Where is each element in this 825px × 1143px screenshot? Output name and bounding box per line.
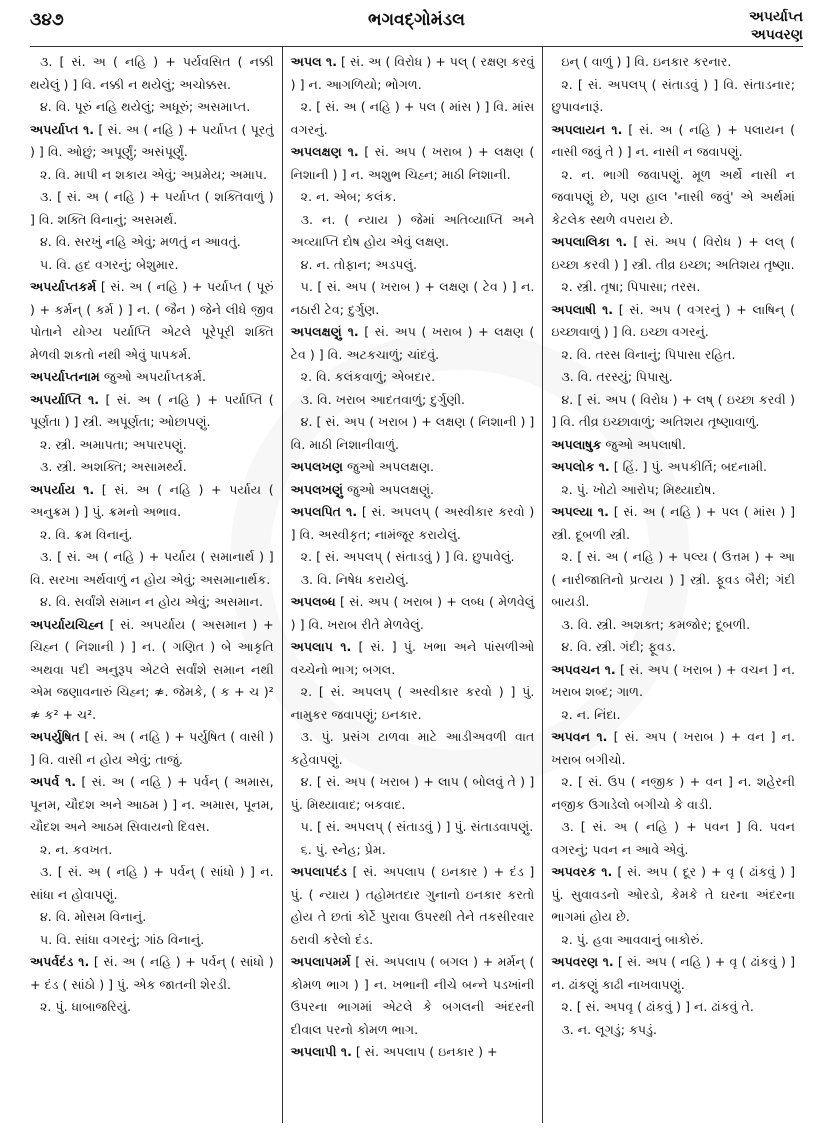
definition-text: [ સં. ] પું. ખભા અને પાંસળીઓ વચ્ચેનો ભાગ; બગલ. — [290, 639, 535, 677]
definition-text: ૨. વિ. ક્રમ વિનાનું. — [40, 526, 133, 542]
definition-text: ૩. [ સં. અ ( નહિ ) + પવન ] વિ. પવન વગરનું; પવન ન આવે એવું. — [551, 819, 796, 857]
page-number: ૩૪૭ — [30, 10, 64, 30]
dictionary-entry — [30, 366, 274, 389]
sub-definition — [30, 839, 274, 862]
definition-text: ૩. ન. લૂગડું; કપડું. — [561, 1021, 657, 1037]
sub-definition — [291, 726, 535, 771]
dictionary-entry — [291, 456, 535, 479]
definition-text: [ સં. અપ ( નહિ ) + વૃ ( ઢાંકવું ) ] ન. ઢાંકણું કાઢી નાખવાપણું. — [551, 954, 796, 992]
definition-text: જુઓ અપલાષી. — [605, 436, 687, 452]
definition-text: ૨. વિ. તરસ વિનાનું; પિપાસા રહિત. — [561, 346, 736, 362]
sub-definition — [30, 186, 274, 231]
sub-definition — [551, 51, 795, 74]
definition-text: [ સં. અપ ( વગરનું ) + લાષિન્ ( ઇચ્છાવાળું ) ] વિ. ઇચ્છા વગરનું. — [551, 301, 796, 339]
dictionary-entry — [551, 501, 795, 546]
headword: અપવચન ૧. — [551, 661, 616, 677]
sub-definition — [291, 681, 535, 726]
definition-text: [ સં. અ ( નહિ ) + પલાયન ( નાસી જવું તે ) ] ન. નાસી ન જવાપણું. — [551, 121, 796, 159]
headword: અપલખણું — [290, 481, 343, 497]
definition-text: [ સં. અપ ( વિરોધ ) + લલ્ ( ઇચ્છા કરવી ) ] સ્ત્રી. તીવ્ર ઇચ્છા; અતિશય તૃષ્ણા. — [551, 234, 795, 272]
page-header — [30, 8, 803, 48]
definition-text: ૫. વિ. સાંધા વગરનું; ગાંઠ વિનાનું. — [40, 931, 205, 947]
dictionary-entry — [551, 119, 795, 164]
definition-text: [ સં. અપ ( ખરાબ ) + લબ્ધ ( મેળવેલું ) ] વિ. ખરાબ રીતે મેળવેલું. — [290, 594, 535, 632]
dictionary-entry — [291, 321, 535, 366]
headword: અપવરણ ૧. — [551, 954, 614, 969]
definition-text: ૪. વિ. સરખું નહિ એવું; મળતું ન આવતું. — [40, 234, 241, 249]
sub-definition — [30, 231, 274, 254]
sub-definition — [551, 344, 795, 367]
sub-definition — [30, 254, 274, 277]
dictionary-entry — [30, 276, 274, 366]
headword: અપલબ્ધ — [290, 594, 336, 609]
definition-text: [ સં. અ ( નહિ ) + પર્યાપ્ત ( પૂરું ) + કર્મન્ ( કર્મ ) ] ન. ( જૈન ) જેને લીધે જીવ પોતાને યોગ્ય પર્યાપ્તિ એટલે પૂરેપૂરી શક્તિ મેળવી શકતો નથી એવું પાપકર્મ. — [30, 279, 274, 362]
definition-text: [ સં. અ ( નહિ ) + પર્વન્ ( સાંધો ) + દંડ ( સાંઠો ) ] પું. એક જાતની શેરડી. — [30, 954, 274, 992]
dictionary-entry — [291, 951, 535, 1041]
dictionary-entry — [291, 636, 535, 681]
sub-definition — [30, 456, 274, 479]
definition-text: ૨. [ સં. અપલપ્ ( સંતાડવું ) ] વિ. સંતાડનાર; છુપાવનારૂં. — [551, 76, 796, 114]
definition-text: ૩. વિ. નિષેધ કરાયેલું. — [300, 571, 409, 587]
sub-definition — [291, 771, 535, 816]
definition-text: ૪. ન. તોફાન; અડપલું. — [300, 256, 417, 272]
definition-text: ૨. પું. ખોટો આરોપ; મિથ્યાદોષ. — [561, 481, 716, 497]
sub-definition — [291, 546, 535, 569]
sub-definition — [551, 276, 795, 299]
definition-text: ૪. [ સં. અપ ( ખરાબ ) + લક્ષણ ( નિશાની ) ] વિ. માઠી નિશાનીવાળું. — [290, 414, 535, 452]
sub-definition — [30, 546, 274, 591]
dictionary-entry — [551, 299, 795, 344]
definition-text: ૩. પું. પ્રસંગ ટાળવા માટે આડીઅવળી વાત કહેવાપણું. — [290, 729, 535, 767]
definition-text: ૫. [ સં. અપ ( ખરાબ ) + લક્ષણ ( ટેવ ) ] ન. નઠારી ટેવ; દુર્ગુણ. — [290, 279, 535, 317]
definition-text: ૪. [ સં. અપ ( ખરાબ ) + લાપ ( બોલવું તે ) ] પું. મિથ્યાવાદ; બકવાદ. — [290, 774, 535, 812]
definition-text: ૨. ન. કવખત. — [40, 841, 113, 857]
definition-text: ૩. વિ. ખરાબ આદતવાળું; દુર્ગુણી. — [300, 391, 466, 407]
definition-text: ૨. વિ. કલંકવાળું; એબદાર. — [300, 369, 436, 384]
definition-text: ૩. [ સં. અ ( નહિ ) + પર્વન્ ( સાંધો ) ] ન. સાંધા ન હોવાપણું. — [30, 864, 274, 902]
column-1 — [30, 47, 282, 1123]
definition-text: ૨. [ સં. અ ( નહિ ) + પલ્ય ( ઉત્તમ ) + આ ( નારીજાતિનો પ્રત્યય ) ] સ્ત્રી. ફૂવડ બૈરી; ગંદી બાયડી. — [551, 549, 796, 609]
dictionary-entry — [551, 951, 795, 996]
definition-text: ૬. પું. સ્નેહ; પ્રેમ. — [300, 841, 386, 857]
definition-text: [ સં. અ ( નહિ ) + પર્યાય ( અનુક્રમ ) ] પું. ક્રમનો અભાવ. — [30, 481, 274, 519]
sub-definition — [291, 411, 535, 456]
sub-definition — [30, 164, 274, 187]
dictionary-entry — [551, 861, 795, 929]
sub-definition — [30, 996, 274, 1019]
definition-text: જુઓ અપલક્ષણું. — [347, 481, 435, 497]
headword: અપવરક ૧. — [551, 864, 613, 879]
sub-definition — [551, 929, 795, 952]
sub-definition — [551, 1019, 795, 1042]
definition-text: [ સં. અ ( નહિ ) + પર્વન્ ( અમાસ, પૂનમ, ચૌદશ અને આઠમ ) ] ન. અમાસ, પૂનમ, ચૌદશ અને આઠમ સિવાયનો દિવસ. — [30, 774, 274, 834]
dictionary-entry — [291, 1041, 535, 1064]
sub-definition — [30, 434, 274, 457]
sub-definition — [291, 209, 535, 254]
sub-definition — [291, 389, 535, 412]
definition-text: ૩. વિ. તરસ્યું; પિપાસુ. — [561, 369, 673, 384]
headword: અપર્યાય ૧. — [30, 481, 95, 497]
dictionary-entry — [30, 479, 274, 524]
definition-text: ૨. [ સં. અપલપ્ ( અસ્વીકાર કરવો ) ] પું. નામુકર જવાપણું; ઇનકાર. — [290, 684, 535, 722]
headword: અપર્યાપ્તનામ — [30, 369, 100, 384]
definition-text: [ સં. અપ ( ખરાબ ) + લક્ષણ ( નિશાની ) ] ન. અશુભ ચિહ્ન; માઠી નિશાની. — [290, 144, 535, 182]
definition-text: ૪. વિ. મોસમ વિનાનું. — [40, 909, 147, 924]
dictionary-entry — [551, 231, 795, 276]
sub-definition — [551, 366, 795, 389]
sub-definition — [551, 704, 795, 727]
dictionary-columns — [30, 46, 803, 1123]
definition-text: ૨. પું. હવા આવવાનું બાકોરું. — [561, 931, 704, 947]
headword: અપર્વ ૧. — [30, 774, 77, 789]
dictionary-entry — [30, 614, 274, 727]
definition-text: ૨. [ સં. અપવૃ ( ઢાંકવું ) ] ન. ઢાંકવું તે. — [561, 999, 754, 1014]
definition-text: [ સં. અ ( નહિ ) + પર્યાપ્ત ( પૂરતું ) ] વિ. ઓછું; અપૂર્ણું; અસંપૂર્ણું. — [30, 121, 274, 159]
column-3 — [542, 47, 803, 1123]
headword: અપર્વદંડ ૧. — [30, 954, 90, 969]
headword: અપર્યુષિત — [30, 729, 81, 744]
definition-text: [ સં. અપ ( ખરાબ ) + લક્ષણ ( ટેવ ) ] વિ. અટકચાળું; ચાંદવું. — [290, 324, 535, 362]
sub-definition — [291, 254, 535, 277]
definition-text: ૨. [ સં. અપલપ્ ( સંતાડવું ) ] વિ. છુપાવેલું. — [300, 549, 515, 564]
definition-text: ૫. [ સં. અપલપ્ ( સંતાડવું ) ] પું. સંતાડવાપણું. — [300, 819, 534, 834]
sub-definition — [551, 389, 795, 434]
definition-text: ૨. [ સં. અ ( નહિ ) + પલ ( માંસ ) ] વિ. માંસ વગરનું. — [290, 99, 535, 137]
sub-definition — [30, 51, 274, 96]
sub-definition — [551, 546, 795, 614]
definition-text: ૩. [ સં. અ ( નહિ ) + પર્યાય ( સમાનાર્થ ) ] વિ. સરખા અર્થવાળું ન હોય એવું; અસમાનાર્થક. — [30, 549, 274, 587]
definition-text: [ સં. અ ( નહિ ) + પર્યુષિત ( વાસી ) ] વિ. વાસી ન હોય એવું; તાજું. — [30, 729, 274, 767]
definition-text: જુઓ અપર્યાપ્તકર્મ. — [103, 369, 207, 384]
sub-definition — [30, 96, 274, 119]
sub-definition — [291, 186, 535, 209]
sub-definition — [291, 816, 535, 839]
definition-text: જુઓ અપલક્ષણ. — [347, 459, 435, 474]
headword: અપલાષી ૧. — [551, 301, 614, 317]
dictionary-entry — [551, 659, 795, 704]
guide-word-first: અપર્યાપ્ત — [749, 9, 803, 25]
dictionary-entry — [551, 456, 795, 479]
headword: અપલાપી ૧. — [290, 1044, 352, 1059]
definition-text: ઇન્ ( વાળું ) ] વિ. ઇનકાર કરનાર. — [561, 54, 732, 69]
headword: અપવન ૧. — [551, 729, 608, 744]
sub-definition — [551, 996, 795, 1019]
headword: અપર્યાપ્તિ ૧. — [30, 391, 100, 407]
headword: અપલક્ષણ ૧. — [290, 144, 359, 159]
headword: અપર્યાપ્તકર્મ — [30, 279, 97, 294]
headword: અપલપિત ૧. — [290, 504, 358, 519]
headword: અપલાપમર્મ — [290, 954, 351, 969]
definition-text: ૪. વિ. પૂરું નહિ થયેલું; અધૂરું; અસમાપ્ત. — [40, 99, 251, 114]
headword: અપલાપ ૧. — [290, 639, 352, 654]
definition-text: ૨. ન. ભાગી જવાપણું. મૂળ અર્થે નાસી ન જવાપણું છે, પણ હાલ 'નાસી જવું' એ અર્થમાં કેટલેક સ્થળે વપરાય છે. — [551, 166, 796, 227]
headword: અપલખણ — [290, 459, 343, 474]
headword: અપલાયન ૧. — [551, 121, 623, 137]
definition-text: [ સં. અપ ( ખરાબ ) + વચન ] ન. ખરાબ શબ્દ; ગાળ. — [551, 661, 796, 699]
definition-text: [ સં. અપ ( ખરાબ ) + વન ] ન. ખરાબ બગીચો. — [551, 729, 796, 767]
definition-text: ૩. સ્ત્રી. અશક્તિ; અસામર્થ્ય. — [40, 459, 187, 474]
sub-definition — [551, 74, 795, 119]
dictionary-entry — [30, 119, 274, 164]
headword: અપલોક ૧. — [551, 459, 610, 474]
headword: અપલાલિકા ૧. — [551, 234, 628, 249]
definition-text: [ સં. અ ( નહિ ) + પલ ( માંસ ) ] સ્ત્રી. દૂબળી સ્ત્રી. — [551, 504, 795, 542]
definition-text: [ સં. અપલાપ ( ઇનકાર ) + — [355, 1044, 498, 1059]
definition-text: [ સં. અપ ( દૂર ) + વૃ ( ઢાંકવું ) ] પું. સુવાવડનો ઓરડો, કેમકે તે ઘરના અંદરના ભાગમાં હોય છે. — [551, 864, 796, 924]
dictionary-entry — [291, 591, 535, 636]
headword: અપર્યાયચિહ્ન — [30, 616, 104, 632]
definition-text: [ હિં. ] પું. અપકીર્તિ; બદનામી. — [613, 459, 768, 474]
dictionary-entry — [551, 726, 795, 771]
definition-text: [ સં. અપલાપ ( ઇનકાર ) + દંડ ] પું. ( ન્યાય ) તહોમતદાર ગુનાનો ઇનકાર કરતો હોય તે છતાં કોર્ટે પુરાવા ઉપરથી તેને તકસીરવાર ઠરાવી કરેલો દંડ. — [290, 864, 535, 947]
sub-definition — [551, 479, 795, 502]
sub-definition — [291, 96, 535, 141]
dictionary-entry — [30, 389, 274, 434]
definition-text: ૪. વિ. સર્વાંશે સમાન ન હોય એવું; અસમાન. — [40, 594, 263, 609]
sub-definition — [30, 906, 274, 929]
sub-definition — [291, 276, 535, 321]
guide-word-last: અપવરણ — [750, 27, 803, 43]
definition-text: ૩. વિ. સ્ત્રી. અશક્ત; કમજોર; દૂબળી. — [561, 616, 751, 632]
book-title: ભગવદ્ગોમંડલ — [368, 10, 465, 30]
definition-text: ૨. સ્ત્રી. તૃષા; પિપાસા; તરસ. — [561, 279, 701, 294]
dictionary-entry — [30, 951, 274, 996]
dictionary-entry — [30, 726, 274, 771]
sub-definition — [30, 591, 274, 614]
dictionary-entry — [291, 501, 535, 546]
headword: અપલ ૧. — [290, 54, 338, 69]
definition-text: [ સં. અ ( નહિ ) + પર્યાપ્તિ ( પૂર્ણતા ) ] સ્ત્રી. અપૂર્ણતા; ઓછાપણું. — [30, 391, 274, 429]
column-2 — [282, 47, 543, 1123]
sub-definition — [551, 771, 795, 816]
sub-definition — [30, 861, 274, 906]
dictionary-entry — [551, 434, 795, 457]
headword: અપલાષુક — [551, 436, 602, 452]
definition-text: ૨. [ સં. ઉપ ( નજીક ) + વન ] ન. શહેરની નજીક ઉગાડેલો બગીચો કે વાડી. — [551, 774, 796, 812]
headword: અપલક્ષણું ૧. — [290, 324, 359, 339]
sub-definition — [30, 524, 274, 547]
sub-definition — [30, 929, 274, 952]
definition-text: ૨. ન. નિંદા. — [561, 706, 621, 722]
definition-text: ૨. વિ. માપી ન શકાય એવું; અપ્રમેય; અમાપ. — [40, 166, 267, 182]
definition-text: ૨. ન. એબ; કલંક. — [300, 189, 397, 204]
headword: અપર્યાપ્ત ૧. — [30, 121, 95, 137]
definition-text: [ સં. અપલપ્ ( અસ્વીકાર કરવો ) ] વિ. અસ્વીકૃત; નામંજૂર કરાયેલું. — [290, 504, 535, 542]
guide-words — [749, 8, 803, 44]
sub-definition — [551, 614, 795, 637]
definition-text: ૨. સ્ત્રી. અમાપતા; અપારપણું. — [40, 436, 187, 452]
headword: અપલાપદંડ — [290, 864, 347, 879]
sub-definition — [551, 164, 795, 232]
sub-definition — [551, 816, 795, 861]
definition-text: ૪. [ સં. અપ ( વિરોધ ) + લષ્ ( ઇચ્છા કરવી ) ] વિ. તીવ્ર ઇચ્છાવાળું; અતિશય તૃષ્ણાવાળું. — [551, 391, 796, 429]
sub-definition — [291, 366, 535, 389]
definition-text: [ સં. અપલાપ ( બગલ ) + મર્મન્ ( કોમળ ભાગ ) ] ન. ખભાની નીચે બન્ને પડખાંની ઉપરના ભાગમાં એટલે કે બગલની અંદરની દીવાલ પરનો કોમળ ભાગ. — [290, 954, 535, 1037]
dictionary-entry — [291, 141, 535, 186]
dictionary-entry — [291, 479, 535, 502]
definition-text: ૨. પું. ધાબાજરિયું. — [40, 999, 132, 1014]
sub-definition — [291, 569, 535, 592]
sub-definition — [291, 839, 535, 862]
headword: અપલ્યા ૧. — [551, 504, 609, 519]
definition-text: ૩. [ સં. અ ( નહિ ) + પર્યવસિત ( નક્કી થયેલું ) ] વિ. નક્કી ન થયેલું; અચોક્કસ. — [30, 54, 274, 92]
definition-text: [ સં. અપર્યાય ( અસમાન ) + ચિહ્ન ( નિશાની ) ] ન. ( ગણિત ) બે આકૃતિ અથવા પદી અનુરૂપ એટલે સર્વાંશે સમાન નથી એમ જણાવનારું ચિહ્ન; ≉. જેમકે, ( ક + ચ )² ≉ ક² + ચ². — [30, 616, 274, 722]
definition-text: ૩. ન. ( ન્યાય ) જેમાં અતિવ્યાપ્તિ અને અવ્યાપ્તિ દોષ હોય એવું લક્ષણ. — [290, 211, 535, 249]
definition-text: ૩. [ સં. અ ( નહિ ) + પર્યાપ્ત ( શક્તિવાળું ) ] વિ. શક્તિ વિનાનું; અસમર્થ. — [30, 189, 274, 227]
definition-text: ૪. વિ. સ્ત્રી. ગંદી; ફૂવડ. — [561, 639, 676, 654]
dictionary-entry — [291, 861, 535, 951]
dictionary-entry — [30, 771, 274, 839]
sub-definition — [551, 636, 795, 659]
dictionary-entry — [291, 51, 535, 96]
definition-text: [ સં. અ ( વિરોધ ) + પલ્ ( રક્ષણ કરવું ) ] ન. આગળિયો; ભોગળ. — [290, 54, 535, 92]
definition-text: ૫. વિ. હદ વગરનું; બેશુમાર. — [40, 256, 179, 272]
